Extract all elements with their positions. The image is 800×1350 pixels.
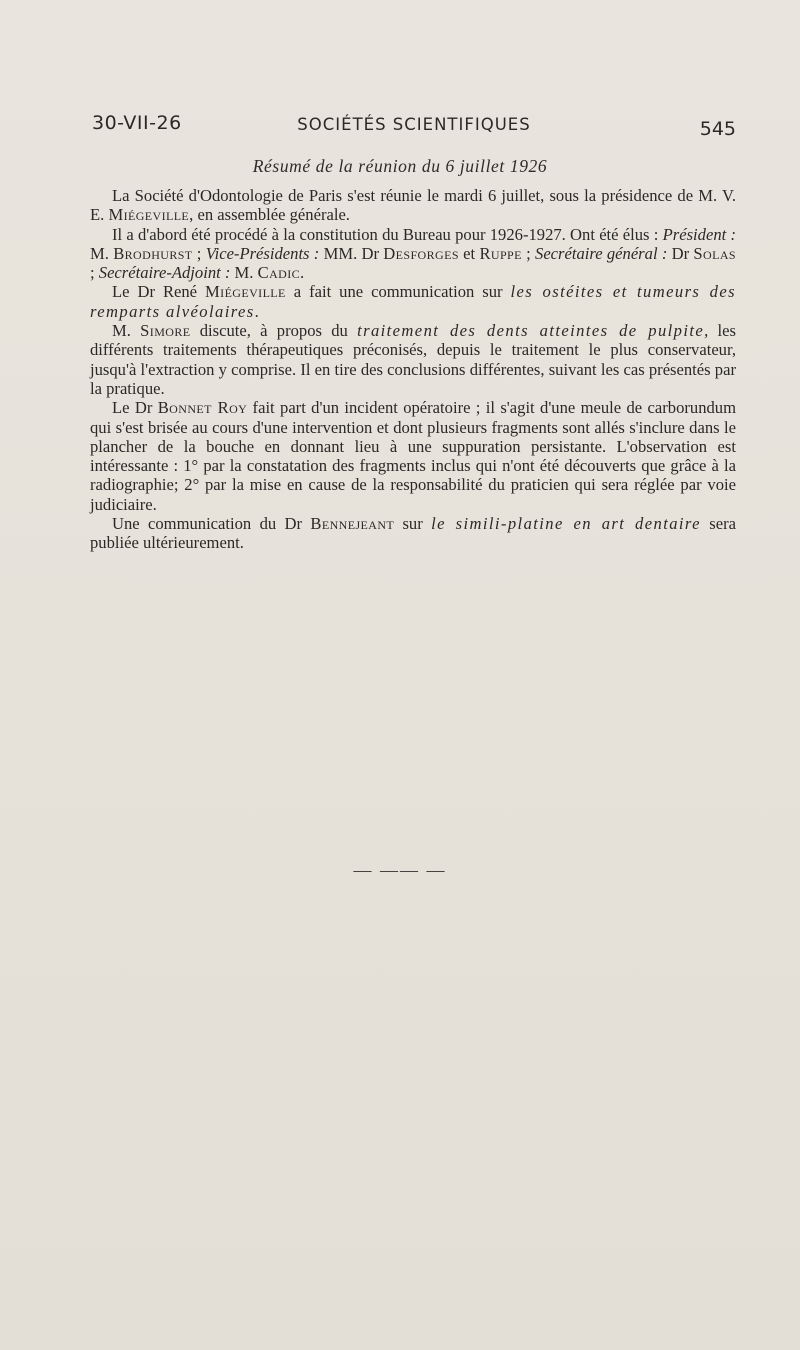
- role-label: Vice-Présidents :: [205, 243, 320, 263]
- role-label: Secrétaire-Adjoint :: [98, 263, 231, 283]
- text: Une communication du Dr: [112, 514, 311, 534]
- text: sur: [394, 514, 432, 534]
- article-body: [90, 186, 736, 553]
- page-number: 545: [699, 118, 736, 140]
- text: et: [458, 243, 480, 263]
- text: ;: [192, 243, 206, 263]
- text: M.: [90, 243, 114, 263]
- text: a fait une communication sur: [285, 282, 511, 302]
- text: M.: [230, 263, 258, 283]
- paragraph-4: [90, 321, 736, 398]
- text: Le Dr: [112, 398, 158, 418]
- text: sera publiée ultérieurement.: [90, 514, 736, 553]
- name: Bennejeant: [310, 514, 395, 534]
- text: Il a d'abord été procédé à la constitution du Bureau pour 1926-1927. Ont été élus :: [112, 224, 663, 244]
- paragraph-2: [90, 225, 736, 283]
- section-divider: — —— —: [353, 860, 447, 880]
- text: Dr: [667, 243, 694, 263]
- text: .: [300, 263, 305, 283]
- section-subtitle: Résumé de la réunion du 6 juillet 1926: [252, 156, 548, 176]
- role-label: Président :: [662, 224, 736, 244]
- text: .: [254, 301, 259, 321]
- text: discute, à propos du: [190, 321, 358, 341]
- name: Cadic: [257, 263, 301, 283]
- paragraph-1: [90, 186, 736, 225]
- paragraph-5: [90, 398, 736, 514]
- name: Bonnet Roy: [157, 398, 248, 418]
- text: MM. Dr: [319, 243, 384, 263]
- text: ;: [90, 263, 99, 283]
- text: , en assemblée générale.: [189, 205, 350, 225]
- text: ;: [521, 243, 536, 263]
- name: Miégeville: [108, 205, 190, 225]
- name: Ruppe: [479, 243, 522, 263]
- communication-title: le simili-platine en art dentaire: [431, 514, 701, 534]
- name: Solas: [693, 243, 736, 263]
- role-label: Secrétaire général :: [535, 243, 668, 263]
- text: M.: [112, 321, 141, 341]
- header-title: SOCIÉTÉS SCIENTIFIQUES: [297, 115, 531, 134]
- text: Le Dr René: [112, 282, 206, 302]
- running-header: [92, 112, 736, 142]
- communication-title: traitement des dents atteintes de pulpite: [357, 321, 705, 341]
- header-date: 30-VII-26: [92, 112, 182, 134]
- paragraph-3: [90, 282, 736, 321]
- name: Simore: [140, 321, 191, 341]
- name: Brodhurst: [113, 243, 193, 263]
- name: Desforges: [383, 243, 459, 263]
- communication-title: les ostéites et tumeurs des remparts alvéolaires: [90, 282, 736, 321]
- name: Miégeville: [205, 282, 286, 302]
- text: La Société d'Odontologie de Paris s'est réunie le mardi 6 juillet, sous la présidence de M. V. E.: [90, 186, 736, 225]
- text: fait part d'un incident opératoire ; il s'agit d'une meule de carborundum qui s'est brisée au cours d'une intervention et dont plusieurs fragments sont allés s'inclure dans le plancher de la bouche en donnant lieu à une suppuration persistante. L'observation est intéressante : 1° par la constatation des fragments inclus qui n'ont été découverts que grâce à la radiographie; 2° par la mise en cause de la responsabilité du praticien qui sera réglée par voie judiciaire.: [90, 398, 736, 514]
- paragraph-6: [90, 514, 736, 553]
- text: , les différents traitements thérapeutiques préconisés, depuis le traitement le plus conservateur, jusqu'à l'extraction y comprise. Il en tire des conclusions différentes, suivant les cas présentés par la pratique.: [90, 321, 736, 398]
